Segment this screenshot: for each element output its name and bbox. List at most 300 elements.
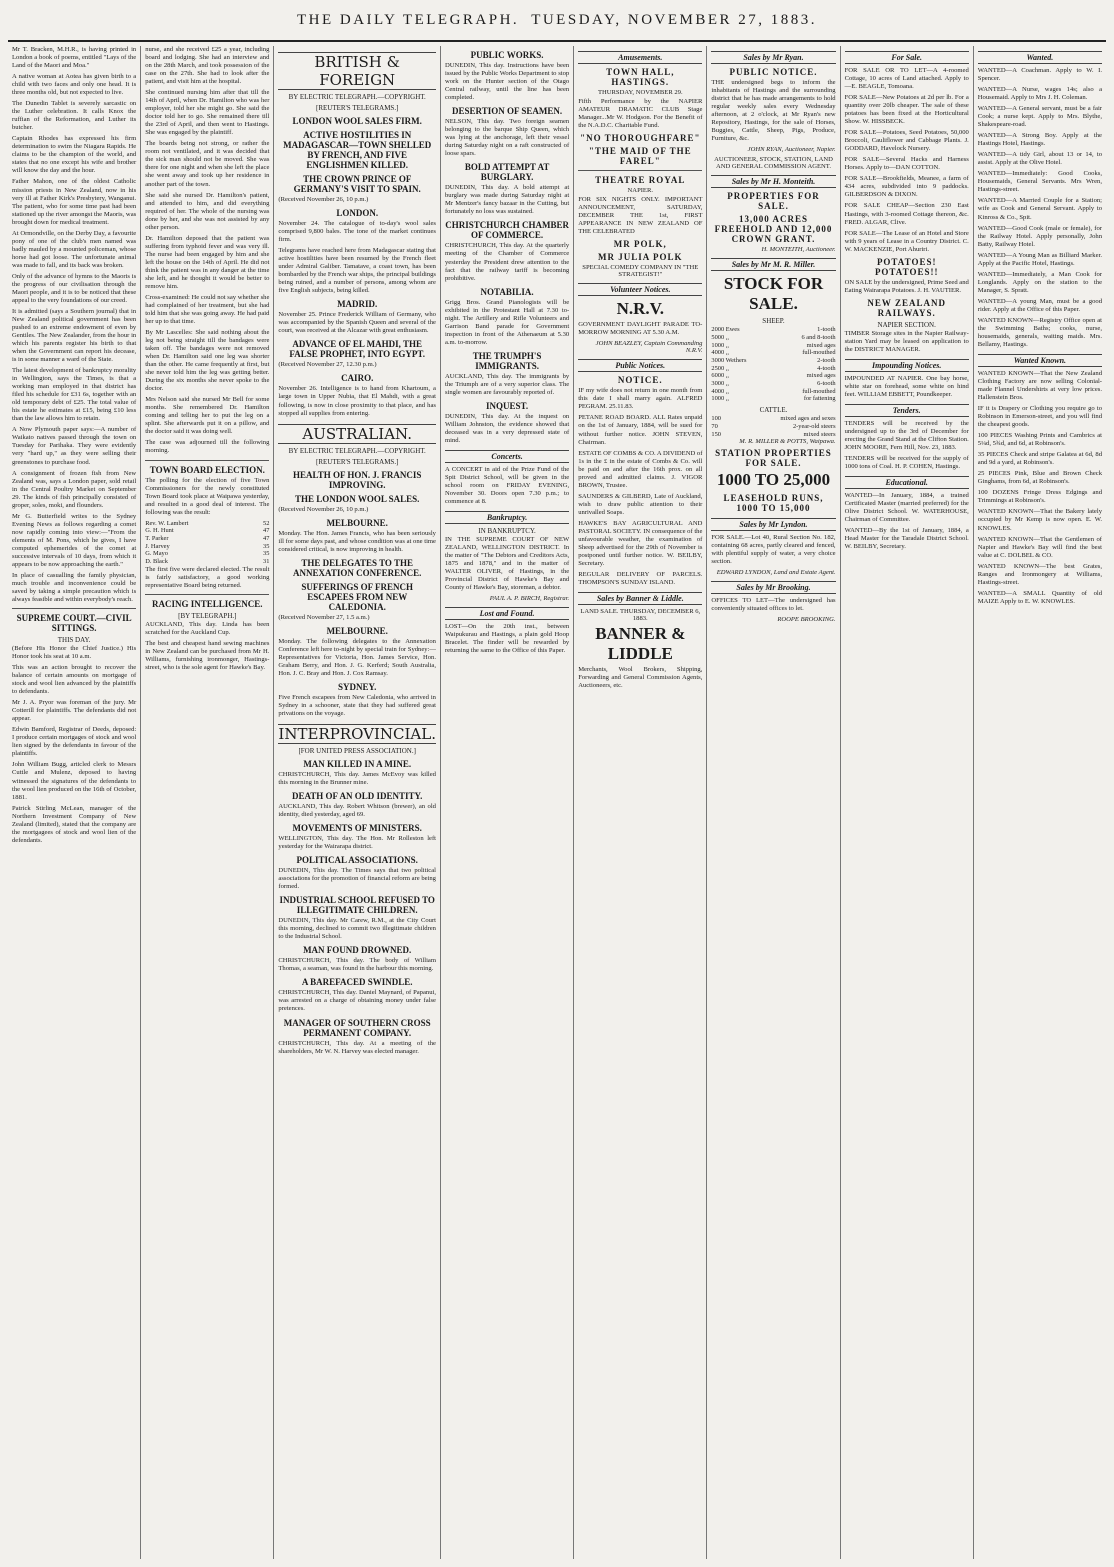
news-item	[278, 791, 436, 819]
column-5	[574, 46, 707, 1559]
news-item-text: CHRISTCHURCH, This day. At the quarterly meeting of the Chamber of Commerce yesterday the President drew attention to the fact that the railway tariff is becoming prohibitive.	[444, 242, 570, 282]
news-item-heading: DEATH OF AN OLD IDENTITY.	[291, 791, 423, 802]
british-foreign-sub-2: [REUTER'S TELEGRAMS.]	[315, 104, 399, 112]
racing-text-2: The best and cheapest hand sewing machines in New Zealand can be purchased from Mr H. Williams, furnishing ironmonger, Hastings-street, who is the sole agent for Hawke's Bay.	[145, 639, 270, 672]
news-item	[278, 470, 436, 490]
news-item-heading: MOVEMENTS OF MINISTERS.	[292, 823, 422, 834]
sheep-row-quantity: 4000 ,,	[711, 387, 729, 395]
wanted-ad: WANTED—Immediately: Good Cooks, Housemaids, General Servants. Mrs Wren, Hastings-street.	[977, 170, 1102, 194]
sheep-row-description: for fattening	[803, 395, 836, 403]
brooking-sales-heading: Sales by Mr Brooking.	[711, 581, 835, 594]
news-paragraph: She continued nursing him after that till the 14th of April, when Dr. Hamilton who was her employer, told her she might go. She said the doctor told her to go. She remained there till the 23rd of April, and then went to Hastings. She was engaged by the plaintiff.	[145, 89, 270, 137]
divider	[12, 608, 136, 609]
australian-items	[278, 470, 436, 718]
news-item	[278, 208, 436, 244]
bankruptcy-signature: PAUL A. P. BIRCH, Registrar.	[489, 595, 570, 603]
australian-heading: AUSTRALIAN.	[278, 424, 436, 444]
sheep-row-description: full-mouthed	[802, 349, 836, 357]
wanted-known-ad: 100 PIECES Washing Prints and Cambrics at 5¼d, 5¾d, and 6d, at Robinson's.	[977, 432, 1102, 448]
news-item-text: NELSON, This day. Two foreign seamen belonging to the barque Ship Queen, which was lying at the anchorage, left their vessel during Saturday night on a raft constructed of loose spars.	[444, 118, 570, 158]
bankruptcy-heading: Bankruptcy.	[445, 511, 569, 524]
news-item	[278, 945, 436, 973]
town-hall-date: THURSDAY, NOVEMBER 29.	[597, 89, 683, 96]
news-item	[278, 582, 436, 622]
brooking-text: OFFICES TO LET—The undersigned has conveniently situated offices to let.	[711, 597, 836, 613]
news-paragraph: Captain Rhodes has expressed his firm determination to swim the Niagara Rapids. He claims to be the champion of the world, and states that no one except his wife and brother will know the day and the hour.	[12, 135, 137, 175]
monteith-sales-heading: Sales by Mr H. Monteith.	[711, 175, 835, 188]
masthead-date: TUESDAY, NOVEMBER 27, 1883.	[531, 11, 818, 28]
news-item-heading: MAN FOUND DROWNED.	[303, 945, 412, 956]
sheep-row	[711, 388, 835, 396]
sheep-row-quantity: 2000 Ewes	[711, 326, 740, 334]
polk-company: SPECIAL COMEDY COMPANY IN "THE STRATEGIST!"	[582, 264, 699, 279]
news-item-heading: LONDON WOOL SALES FIRM.	[292, 116, 422, 126]
vote-count: 31	[263, 558, 270, 566]
news-paragraph: By Mr Lascelles: She said nothing about the leg not being straight till the bandages were taken off. The bandages were not removed when Dr. Hamilton said one leg was shorter than the other. He came frequently at first, but she never told him the leg was getting better. During the six months she never spoke to the doctor.	[145, 329, 270, 393]
news-item-text: CHRISTCHURCH, This day. Daniel Maynard, of Papanui, was arrested on a charge of obtaining money under false pretences.	[278, 989, 436, 1013]
sheep-row-description: full-mouthed	[802, 387, 836, 395]
news-paragraph: Dr. Hamilton deposed that the patient was suffering from typhoid fever and was very ill. The nurse had been engaged by him and she left the house on the 14th of April. He did not think the patient was in any danger at the time she left, and he thought it would be better to remove him.	[145, 234, 270, 290]
news-item-heading: HEALTH OF HON. J. FRANCIS IMPROVING.	[293, 469, 422, 490]
railways-text: TIMBER Storage sites in the Napier Railway-station Yard may be leased on application to the DISTRICT MANAGER.	[844, 329, 969, 353]
play-title-1: "NO THOROUGHFARE"	[580, 133, 701, 144]
polk-name-2: MR JULIA POLK	[598, 252, 683, 263]
ryan-text: THE undersigned begs to inform the inhabitants of Hastings and the surrounding district that he has made arrangements to hold regular weekly sales every Wednesday afternoon, at 2 o'clock, at Mr Ryan's new Repository, Hastings, for the sale of Horses, Buggies, Cattle, Sheep, Pigs, Produce, Furniture, &c.	[711, 79, 836, 143]
potatoes-text: ON SALE by the undersigned, Prime Seed and Eating Wairarapa Potatoes. J. H. VAUTIER.	[844, 278, 969, 294]
news-paragraph: Cross-examined: He could not say whether she had complained of her treatment, but she had told him that she was going away. He had paid her up to that time.	[145, 293, 270, 325]
volunteer-heading: Volunteer Notices.	[578, 283, 702, 296]
masthead	[8, 0, 1106, 42]
news-item-heading: BOLD ATTEMPT AT BURGLARY.	[464, 162, 550, 183]
news-item	[278, 130, 436, 170]
court-heading: SUPREME COURT.—CIVIL SITTINGS.	[16, 613, 132, 634]
concerts-heading: Concerts.	[445, 450, 569, 463]
news-item-text: AUCKLAND, This day. Robert Whitson (brewer), an old identity, died yesterday, aged 69.	[278, 803, 436, 819]
sheep-row-description: 6-tooth	[817, 380, 836, 388]
news-item	[445, 50, 569, 102]
news-item	[278, 682, 436, 718]
sheep-row	[711, 342, 835, 350]
news-item	[445, 220, 569, 282]
sheep-row-quantity: 3000 Wethers	[711, 357, 747, 364]
interprovincial-items	[278, 759, 436, 1056]
for-sale-heading: For Sale.	[845, 51, 969, 64]
miller-sales-heading: Sales by Mr M. R. Miller.	[711, 258, 835, 271]
australian-sub-2: [REUTER'S TELEGRAMS.]	[315, 457, 399, 466]
news-item-heading: THE LONDON WOOL SALES.	[295, 493, 420, 504]
sheep-row	[711, 357, 835, 365]
cattle-row-description: 2-year-old steers	[792, 422, 836, 430]
column-2	[141, 46, 274, 1559]
wanted-ad: WANTED—Good Cook (male or female), for the Railway Hotel. Apply personally, John Batty, Railway Hotel.	[977, 224, 1102, 248]
column-8	[974, 46, 1106, 1559]
news-item-text: November 26. Intelligence is to hand from Khartoum, a large town in Upper Nubia, that El Mahdi, with a great following, is now in close proximity to that place, and has stopped all supplies from entering.	[278, 385, 436, 417]
news-item-heading: POLITICAL ASSOCIATIONS.	[296, 855, 418, 866]
candidate-name: G. Mayo	[145, 550, 168, 558]
news-item	[445, 106, 569, 158]
news-item	[445, 401, 569, 445]
potatoes-heading: POTATOES! POTATOES!!	[874, 256, 939, 277]
news-item-heading: MELBOURNE.	[326, 625, 388, 636]
wanted-ad: WANTED—A Strong Boy. Apply at the Hastings Hotel, Hastings.	[977, 132, 1102, 148]
racing-subheading: [BY TELEGRAPH.]	[178, 611, 237, 620]
station-heading: STATION PROPERTIES FOR SALE.	[715, 448, 832, 469]
news-item-text: CHRISTCHURCH, This day. At a meeting of the shareholders, Mr W. N. Harvey was elected manager.	[278, 1039, 436, 1055]
news-paragraph: The boards being not strong, or rather the room not ventilated, and it was decided that the sick man should not be moved. She was there for one night and when she left the place she went away and took up her residence in another part of the town.	[145, 140, 270, 188]
wanted-known-items	[978, 370, 1102, 606]
news-item-heading: A BAREFACED SWINDLE.	[301, 977, 413, 988]
for-sale-items	[845, 67, 969, 254]
news-item-text: DUNEDIN, This day. The Times says that two political associations for the promotion of financial reform are being formed.	[278, 867, 436, 891]
news-item-heading: INDUSTRIAL SCHOOL REFUSED TO ILLEGITIMATE CHILDREN.	[279, 895, 435, 916]
tenders-text: TENDERS will be received by the undersigned up to the 3rd of December for erecting the Grand Stand at the Clifton Station. JOHN MOORE, Fern Hill, Nov. 23, 1883.	[844, 419, 969, 451]
column-4-items	[445, 50, 569, 445]
news-item-text: Monday. The Hon. James Francis, who has been seriously ill for some days past, and whose condition was at one time considered critical, is now improving in health.	[278, 529, 436, 553]
news-item	[278, 1018, 436, 1056]
news-paragraph: Mr G. Butterfield writes to the Sydney Evening News as follows regarding a comet now rapidly coming into view:—"From the elements of M. Pons, which he gives, I have computed ephemerides of the comet at successive intervals of 10 days, from which it appears to be now approaching the earth."	[12, 512, 137, 568]
news-paragraph: In place of casualling the family physician, much trouble and inconvenience could be saved by taking a simple precaution which is always feasible and within everybody's reach.	[12, 571, 137, 603]
volunteer-signature: JOHN BEAZLEY, Captain Commanding N.R.V.	[595, 340, 703, 355]
concerts-text: A CONCERT in aid of the Prize Fund of the Spit District School, will be given in the school room on FRIDAY EVENING, November 30. Doors open 7.30 p.m.; to commence at 8.	[444, 466, 570, 506]
for-sale-ad: FOR SALE—The Lease of an Hotel and Store with 9 years of Lease in a Country District. C. W. MACKENZIE, Port Ahuriri.	[844, 229, 969, 253]
railways-subheading: NAPIER SECTION.	[877, 320, 936, 329]
news-item	[278, 247, 436, 295]
wanted-ad: WANTED—A tidy Girl, about 13 or 14, to assist. Apply at the Olive Hotel.	[977, 151, 1102, 167]
wanted-known-ad: WANTED KNOWN—That the Gentlemen of Napier and Hawke's Bay will find the best value at C. DOLBEL & CO.	[977, 535, 1102, 559]
sheep-row-quantity: 3000 ,,	[711, 380, 729, 388]
candidate-name: D. Black	[145, 558, 168, 566]
news-item-text: Five French escapees from New Caledonia, who arrived in Sydney in a schooner, state that they had suffered great privations on the voyage.	[278, 693, 436, 717]
land-sale: LAND SALE. THURSDAY, DECEMBER 6, 1883.	[580, 608, 701, 623]
news-item	[278, 339, 436, 369]
news-item	[278, 518, 436, 554]
banner-liddle-text: Merchants, Wool Brokers, Shipping, Forwarding and General Commission Agents, Auctioneers, etc.	[578, 666, 703, 690]
news-item-heading: MADRID.	[337, 299, 378, 310]
cattle-row-description: mixed ages and sexes	[780, 415, 836, 423]
lyndon-sales-heading: Sales by Mr Lyndon.	[711, 518, 835, 531]
news-item-text: Telegrams have reached here from Madagascar stating that active hostilities have been resumed by the French fleet under Admiral Galiber. Tamatave, a coast town, has been bombarded by the French war ships, the principal buildings being ruined, and a number of persons, among whom are five English subjects, being killed.	[278, 247, 436, 295]
public-notices-heading: Public Notices.	[578, 359, 702, 372]
court-note: (Before His Honor the Chief Justice.) His Honor took his seat at 10 a.m.	[12, 645, 137, 661]
interprovincial-sub: [FOR UNITED PRESS ASSOCIATION.]	[298, 746, 416, 755]
news-paragraph: The case was adjourned till the following morning.	[145, 439, 270, 455]
theatre-place: NAPIER.	[627, 187, 654, 195]
sheep-row-quantity: 1000 ,,	[711, 341, 729, 349]
news-item-text: (Received November 26, 10 p.m.)	[278, 505, 369, 513]
news-paragraph: nurse, and she received £25 a year, including board and lodging. She had an interview and on the 28th March, and took possession of the case on the 27th. She had to look after the patient, and visit him at the hospital.	[145, 46, 270, 86]
divider	[145, 460, 269, 461]
column-6	[707, 46, 840, 1559]
british-foreign-heading: BRITISH & FOREIGN	[278, 52, 436, 90]
public-notice: REGULAR DELIVERY OF PARCELS. THOMPSON'S SUNDAY ISLAND.	[578, 571, 703, 587]
candidate-name: J. Harvey	[145, 542, 170, 550]
news-item-text: DUNEDIN, This day. Instructions have been issued by the Public Works Department to stop work on the Hunter section of the Otago Central railway, until the line has been completed.	[444, 62, 570, 102]
news-item-text: DUNEDIN, This day. A bold attempt at burglary was made during Saturday night at Mr Mentzer's fancy bazaar in the Cutting, but fortunately no loss was sustained.	[444, 184, 570, 216]
board-intro: The polling for the election of five Town Commissioners for the newly constituted Town Board took place at Waipawa yesterday, and resulted in a good deal of interest. The following was the result:	[145, 476, 270, 516]
news-item	[278, 855, 436, 891]
news-item	[445, 287, 569, 347]
news-item-heading: CHRISTCHURCH CHAMBER OF COMMERCE.	[445, 220, 569, 241]
news-item	[278, 626, 436, 678]
court-paragraph: John William Bugg, articled clerk to Messrs Cuttle and Mulenz, deposed to having witnessed the signatures of the defendants to the wool lien produced on the 16th of October, 1881.	[12, 761, 137, 801]
banner-liddle-title: BANNER & LIDDLE	[595, 624, 686, 664]
news-item-text: (Received November 26, 10 p.m.)	[278, 196, 369, 203]
wanted-ad: WANTED—A young Man, must be a good rider. Apply at the Office of this Paper.	[977, 297, 1102, 313]
sheep-row-quantity: 2500 ,,	[711, 364, 729, 372]
railways-heading: NEW ZEALAND RAILWAYS.	[867, 297, 946, 318]
news-paragraph: She said she nursed Dr. Hamilton's patient, and attended to him, and did everything required of her. The whole of the nursing was done by her, and she was not assisted by any other person.	[145, 191, 270, 231]
properties-heading: PROPERTIES FOR SALE.	[727, 191, 820, 212]
volunteer-text: GOVERNMENT DAYLIGHT PARADE TO-MORROW MORNING AT 5.30 A.M.	[578, 321, 703, 337]
news-paragraph: The Dunedin Tablet is severely sarcastic on the Luther celebration. It calls Knox the ruffian of the Reformation, and Luther its butcher.	[12, 100, 137, 132]
impounding-heading: Impounding Notices.	[845, 359, 969, 372]
public-notice: HAWKE'S BAY AGRICULTURAL AND PASTORAL SOCIETY. IN consequence of the unfavourable weather, the examination of Sheep advertised for the 29th of November is postponed until further notice. W. BEILBY, Secretary.	[578, 519, 703, 567]
vote-count: 35	[263, 550, 270, 558]
wanted-known-ad: 35 PIECES Check and stripe Galatea at 6d, 8d and 9d a yard, at Robinson's.	[977, 451, 1102, 467]
news-item-heading: DESERTION OF SEAMEN.	[452, 106, 563, 117]
court-paragraph: This was an action brought to recover the balance of certain amounts on mortgage of stock and wool lien advanced by the plaintiffs to defendants.	[12, 664, 137, 696]
news-item-heading: LONDON.	[336, 208, 379, 219]
tenders-heading: Tenders.	[845, 404, 969, 417]
masthead-title: THE DAILY TELEGRAPH.	[296, 11, 520, 28]
wanted-known-ad: WANTED KNOWN—The best Grates, Ranges and Ironmongery at Williams, Hastings-street.	[977, 562, 1102, 586]
news-item-text: November 25. Prince Frederick William of Germany, who was accompanied by the Spanish Queen and several of the court, was received at the Alcazar with great enthusiasm.	[278, 311, 436, 335]
news-item	[278, 823, 436, 851]
news-paragraph: A native woman at Aotea has given birth to a child with two faces and only one head. It is three months old, but not expected to live.	[12, 73, 137, 97]
board-heading: TOWN BOARD ELECTION.	[149, 464, 265, 475]
tenders-text-2: TENDERS will be received for the supply of 1000 tons of Coal. H. P. COHEN, Hastings.	[844, 455, 969, 471]
news-item	[278, 759, 436, 787]
news-paragraph: Mrs Nelson said she nursed Mr Bell for some months. She remembered Dr. Hamilton coming and telling her to put the leg on a splint. She afterwards put it on a pillow, and the doctor said it was doing well.	[145, 396, 270, 436]
board-close: The first five were declared elected. The result is fairly satisfactory, a good working representative Board being returned.	[145, 565, 270, 589]
wanted-known-ad: IF it is Drapery or Clothing you require go to Robinson in Emerson-street, and you will find the cheapest goods.	[977, 405, 1102, 429]
play-title-2: "THE MAID OF THE FAREL"	[588, 146, 692, 167]
news-paragraph: Father Mahon, one of the oldest Catholic mission priests in New Zealand, now in his very ill at Father Kirk's Presbytery, Wanganui. The patient, who for some time past had been stationed up the river amongst the Maoris, was brought down for medical treatment.	[12, 178, 137, 226]
impounding-text: IMPOUNDED AT NAPIER. One bay horse, white star on forehead, some white on hind feet. WILLIAM EBBETT, Poundkeeper.	[844, 374, 969, 398]
sheep-row	[711, 326, 835, 334]
vote-count: 52	[263, 519, 270, 527]
sheep-list	[711, 326, 835, 403]
ryan-subheading: PUBLIC NOTICE.	[729, 67, 818, 77]
news-item-text: CHRISTCHURCH, This day. The body of William Thomas, a seaman, was found in the harbour this morning.	[278, 957, 436, 973]
news-item-text: Monday. The following delegates to the Annexation Conference left here to-night by special train for Sydney:—Representatives for Victoria, Hon. James Service, Hon. Graham Berry, and Hon. J. G. Kerferd; South Australia, Hon. J. C. Bray and Hon. J. Cox Ramsay.	[278, 637, 436, 677]
sheep-row	[711, 349, 835, 357]
for-sale-ad: FOR SALE—Several Hacks and Harness Horses. Apply to—DAN COTTON.	[844, 156, 969, 172]
news-item-heading: THE CROWN PRINCE OF GERMANY'S VISIT TO SPAIN.	[293, 174, 421, 194]
news-item	[278, 299, 436, 335]
vote-table	[145, 520, 269, 566]
news-item-heading: PUBLIC WORKS.	[470, 50, 544, 60]
sheep-row	[711, 334, 835, 342]
columns	[8, 46, 1106, 1559]
cattle-row	[711, 431, 835, 439]
lyndon-signature: EDWARD LYNDON, Land and Estate Agent.	[716, 569, 836, 577]
news-paragraph: Only of the advance of hymns to the Maoris is the progress of our civilisation through the Maori people, and it is to be noticed that these appeal to the very foundations of our creed.	[12, 272, 137, 304]
news-paragraph: A Now Plymouth paper says:—A number of Waikato natives passed through the town on Tuesday for Parihaka. They were evidently very "hard up," as they were selling their greenstones to purchase food.	[12, 426, 137, 466]
wanted-known-ad: WANTED—A SMALL Quantity of old MAIZE Apply to E. W. KNOWLES.	[977, 589, 1102, 605]
racing-heading: RACING INTELLIGENCE.	[152, 598, 263, 609]
australian-sub: BY ELECTRIC TELEGRAPH.—COPYRIGHT.	[288, 446, 426, 455]
for-sale-ad: FOR SALE CHEAP—Section 230 East Hastings, with 3-roomed Cottage thereon, &c. FRED. ALGAR, Clive.	[844, 202, 969, 226]
news-paragraph: Mr T. Bracken, M.H.R., is having printed in London a book of poems, entitled "Lays of the Land of the Maori and Moa."	[12, 46, 137, 70]
court-paragraph: Edwin Bamford, Registrar of Deeds, deposed: I produce certain mortgages of stock and wool lien signed by the defendants in favour of the plaintiffs.	[12, 726, 137, 758]
public-notice: IF my wife does not return in one month from this date I shall marry again. ALFRED PEGRAM. 25.11.83.	[578, 387, 703, 411]
acres-line: 13,000 ACRES FREEHOLD AND 12,000 CROWN GRANT.	[714, 214, 833, 245]
town-hall-title: TOWN HALL, HASTINGS.	[606, 67, 675, 87]
court-paragraph: Patrick Stirling McLean, manager of the Northern Investment Company of New Zealand (limited), stated that the company are the mortgagees of stock and wool lien of the defendants.	[12, 804, 137, 844]
column-7	[841, 46, 974, 1559]
news-item-heading: NOTABILIA.	[480, 286, 534, 297]
vote-row	[145, 543, 269, 551]
news-item-text: WELLINGTON, This day. The Hon. Mr Rolleston left yesterday for the Wairarapa district.	[278, 835, 436, 851]
news-item-heading: MANAGER OF SOUTHERN CROSS PERMANENT COMPANY.	[283, 1017, 431, 1038]
british-foreign-sub: BY ELECTRIC TELEGRAPH.—COPYRIGHT.	[288, 93, 426, 101]
vote-count: 35	[263, 542, 270, 550]
candidate-name: Rev. W. Lambert	[145, 519, 189, 527]
cattle-row-description: mixed steers	[803, 430, 836, 438]
lost-found-text: LOST—On the 20th inst., between Waipukurau and Hastings, a plain gold Hoop Bracelet. The finder will be rewarded by returning the same to the Office of this Paper.	[444, 623, 570, 655]
cattle-row-quantity: 100	[711, 415, 721, 423]
vote-row	[145, 535, 269, 543]
news-item	[278, 116, 436, 126]
news-item	[278, 494, 436, 514]
sheep-row-description: 6 and 8-tooth	[801, 333, 836, 341]
wanted-ad: WANTED—A Nurse, wages 14s; also a Housemaid. Apply to Mrs J. H. Coleman.	[977, 86, 1102, 102]
amusements-heading: Amusements.	[578, 51, 702, 64]
brooking-signature: ROOPE BROOKING.	[777, 616, 836, 624]
vote-count: 47	[263, 535, 270, 543]
news-item	[278, 558, 436, 578]
column-4	[441, 46, 574, 1559]
news-item-heading: THE DELEGATES TO THE ANNEXATION CONFERENCE.	[293, 557, 422, 578]
news-item-heading: INQUEST.	[486, 400, 529, 411]
news-item-heading: ACTIVE HOSTILITIES IN MADAGASCAR—TOWN SHELLED BY FRENCH, AND FIVE ENGLISHMEN KILLED.	[283, 130, 432, 170]
vote-row	[145, 550, 269, 558]
ryan-sales-heading: Sales by Mr Ryan.	[711, 51, 835, 64]
nrv-title: N.R.V.	[616, 299, 664, 319]
sheep-row-quantity: 4000 ,,	[711, 349, 729, 357]
sheep-row-description: 4-tooth	[817, 364, 836, 372]
station-acres: 1000 TO 25,000	[716, 470, 831, 490]
sheep-row	[711, 365, 835, 373]
news-item	[445, 351, 569, 397]
sheep-row	[711, 395, 835, 403]
wanted-known-ad: 25 PIECES Pink, Blue and Brown Check Ginghams, from 6d, at Robinson's.	[977, 470, 1102, 486]
wanted-known-ad: WANTED KNOWN—That the Bakery lately occupied by Mr Kemp is now open. E. W. KNOWLES.	[977, 508, 1102, 532]
for-sale-ad: FOR SALE OR TO LET—A 4-roomed Cottage, 10 acres of Land attached. Apply to—E. BEAGLE, Tomoana.	[844, 67, 969, 91]
public-notice: PETANE ROAD BOARD. ALL Rates unpaid on the 1st of January, 1884, will be sued for without further notice. JOHN STEVEN, Chairman.	[578, 414, 703, 446]
court-subheading: THIS DAY.	[57, 636, 91, 645]
british-foreign-items	[278, 116, 436, 418]
town-hall-text: Fifth Performance by the NAPIER AMATEUR DRAMATIC CLUB Stage Manager...Mr W. Hodgson. For the Benefit of the N.A.D.C. Charitable Fund.	[578, 98, 703, 130]
wanted-known-ad: WANTED KNOWN—That the New Zealand Clothing Factory are now selling Colonial-made Flannel Undershirts at very low prices. Hallenstein Bros.	[977, 369, 1102, 402]
news-item-text: CHRISTCHURCH, This day. James McEvoy was killed this morning in the Brunner mine.	[278, 770, 436, 786]
news-item-text: DUNEDIN, This day. Mr Carew, R.M., at the City Court this morning, declined to commit two illegitimate children to the Industrial School.	[278, 917, 436, 941]
cattle-row-quantity: 70	[711, 422, 718, 430]
lyndon-text: FOR SALE.—Lot 40, Rural Section No. 182, containing 68 acres, partly cleared and fenced, with plentiful supply of water, a very choice section.	[711, 534, 836, 566]
column-3	[274, 46, 441, 1559]
sheep-row	[711, 372, 835, 380]
vote-row	[145, 527, 269, 535]
theatre-text: FOR SIX NIGHTS ONLY. IMPORTANT ANNOUNCEMENT, SATURDAY, DECEMBER THE 1st, FIRST APPEARANCE IN NEW ZEALAND OF THE CELEBRATED	[578, 196, 703, 236]
sheep-row-quantity: 6000 ,,	[711, 372, 729, 380]
cattle-list	[711, 415, 835, 438]
wanted-ad: WANTED—A Married Couple for a Station; wife as Cook and General Servant. Apply to Kinross & Co., Spit.	[977, 197, 1102, 221]
news-item-text: November 24. The catalogue of to-day's wool sales comprised 9,800 bales. The tone of the market continues firm.	[278, 220, 436, 244]
vote-count: 47	[263, 527, 270, 535]
column-2-paragraphs	[145, 46, 269, 456]
news-item-text: (Received November 27, 12.30 p.m.)	[278, 361, 377, 369]
wanted-ad: WANTED KNOWN—Registry Office open at the Swimming Baths; cooks, nurse, housemaids, generals, waiting maids. Mrs. Bellamy, Hastings.	[977, 316, 1102, 348]
stock-for-sale-title: STOCK FOR SALE.	[723, 274, 824, 314]
news-item	[445, 162, 569, 216]
wanted-items	[978, 67, 1102, 349]
news-item	[278, 174, 436, 204]
court-paragraph: Mr J. A. Pryor was foreman of the jury. Mr Cotterill for plaintiffs. The defendants did not appear.	[12, 699, 137, 723]
educational-heading: Educational.	[845, 476, 969, 489]
column-1	[8, 46, 141, 1559]
auctioneer-line: AUCTIONEER, STOCK, STATION, LAND AND GENERAL COMMISSION AGENT.	[714, 156, 833, 171]
sheep-row-quantity: 1000 ,,	[711, 395, 729, 403]
news-item-heading: ADVANCE OF EL MAHDI, THE FALSE PROPHET, INTO EGYPT.	[289, 339, 425, 360]
news-item-heading: CAIRO.	[341, 373, 374, 384]
wanted-ad: WANTED—A Young Man as Billiard Marker. Apply at the Pacific Hotel, Hastings.	[977, 251, 1102, 267]
sheep-row	[711, 380, 835, 388]
news-item-heading: THE TRUMPH'S IMMIGRANTS.	[472, 350, 542, 371]
news-paragraph: The latest development of bankruptcy morality in Wellington, says the Times, is that a working man employed in that district has filed his schedule for £31 6s, together with an old temporary debt of £25. The total value of his estate he estimates at £15, being £10 less than the law allows him to retain.	[12, 367, 137, 423]
interprovincial-heading: INTERPROVINCIAL.	[278, 724, 436, 743]
educational-text-2: WANTED—By the 1st of January, 1884, a Head Master for the Taradale District School. W. BEILBY, Secretary.	[844, 527, 969, 551]
candidate-name: T. Parker	[145, 535, 169, 543]
wanted-ad: WANTED—Immediately, a Man Cook for Longlands. Apply on the station to the Manager, S. Spratt.	[977, 270, 1102, 294]
cattle-row	[711, 415, 835, 423]
sheep-row-quantity: 5000 ,,	[711, 333, 729, 341]
public-notice: SAUNDERS & GILBERD, Late of Auckland, wish to draw public attention to their unrivalled Soaps.	[578, 492, 703, 516]
news-paragraph: It is admitted (says a Southern journal) that in New Zealand political government has been pushed to an extreme endowment of even by Gentiles. The New Zealander, from the hour in which his parents register his birth to that when the Government can report his decease, is in some manner a ward of the State.	[12, 307, 137, 364]
polk-name: MR POLK,	[613, 239, 667, 250]
bankruptcy-subheading: IN BANKRUPTCY.	[478, 527, 536, 536]
wanted-known-ad: 100 DOZENS Fringe Dress Edgings and Trimmings at Robinson's.	[977, 489, 1102, 505]
court-paragraphs	[12, 664, 136, 845]
divider	[578, 170, 702, 171]
news-item-heading: SUFFERINGS OF FRENCH ESCAPEES FROM NEW CALEDONIA.	[301, 581, 414, 612]
wanted-ad: WANTED—A General servant, must be a fair Cook; a nurse kept. Apply to Mrs. Blythe, Shakespeare-road.	[977, 105, 1102, 129]
sheep-row-description: 2-tooth	[817, 357, 836, 364]
for-sale-ad: FOR SALE—Potatoes, Seed Potatoes, 50,000 Broccoli, Cauliflower and Cabbage Plants. J. GODDARD, Havelock Nursery.	[844, 129, 969, 153]
news-item	[278, 977, 436, 1013]
divider	[145, 594, 269, 595]
cattle-row-quantity: 150	[711, 430, 721, 438]
cattle-heading: CATTLE.	[759, 406, 788, 415]
sheep-row-description: mixed ages	[806, 341, 836, 349]
news-item-text: (Received November 27, 1.5 a.m.)	[278, 613, 370, 621]
news-item-heading: MELBOURNE.	[326, 517, 388, 528]
news-paragraph: A consignment of frozen fish from New Zealand was, says a London paper, sold retail in the Central Poultry Market on September 29. The kinds of fish principally consisted of groper, soles, moki, and flounders.	[12, 469, 137, 509]
ryan-signature: JOHN RYAN, Auctioneer, Napier.	[747, 146, 836, 154]
for-sale-ad: FOR SALE—New Potatoes at 2d per lb. For a quantity over 20lb cheaper. The sale of these potatoes has been fixed at the Horticultural Show. W. HISSBECK.	[844, 94, 969, 126]
monteith-signature: H. MONTEITH, Auctioneer.	[761, 246, 836, 254]
leasehold-line: LEASEHOLD RUNS, 1000 TO 15,000	[723, 493, 824, 514]
bankruptcy-text: IN THE SUPREME COURT OF NEW ZEALAND, WELLINGTON DISTRICT. In the matter of "The Debtors and Creditors Acts, 1875 and 1878," and in the matter of WALTER OLIVER, of Hastings, in the Provincial District of Hawke's Bay and County of Hawke's Bay, storeman, a debtor.	[444, 536, 570, 592]
candidate-name: G. H. Hunt	[145, 527, 174, 535]
column-1-paragraphs	[12, 46, 136, 604]
news-item-text: Grigg Bros. Grand Pianologists will be exhibited in the Protestant Hall at 7.30 to-night. The Artillery and Rifle Volunteers and Garrison Band parade for Government inspection in front of the Athenaeum at 5.30 a.m. to-morrow.	[444, 298, 570, 346]
news-paragraph: At Ormondville, on the Derby Day, a favourite pony of one of the club's men named was badly mauled by a mounted policeman, whose horse had got loose. The unfortunate animal was made to fall, and its back was broken.	[12, 229, 137, 269]
for-sale-ad: FOR SALE—Brookfields, Meanee, a farm of 434 acres, subdivided into 9 paddocks. GILBERDSON & DIXON.	[844, 175, 969, 199]
news-item-heading: SYDNEY.	[337, 681, 377, 692]
miller-signature: M. R. MILLER & POTTS, Waipawa.	[739, 438, 836, 446]
sheep-heading: SHEEP.	[762, 317, 785, 326]
